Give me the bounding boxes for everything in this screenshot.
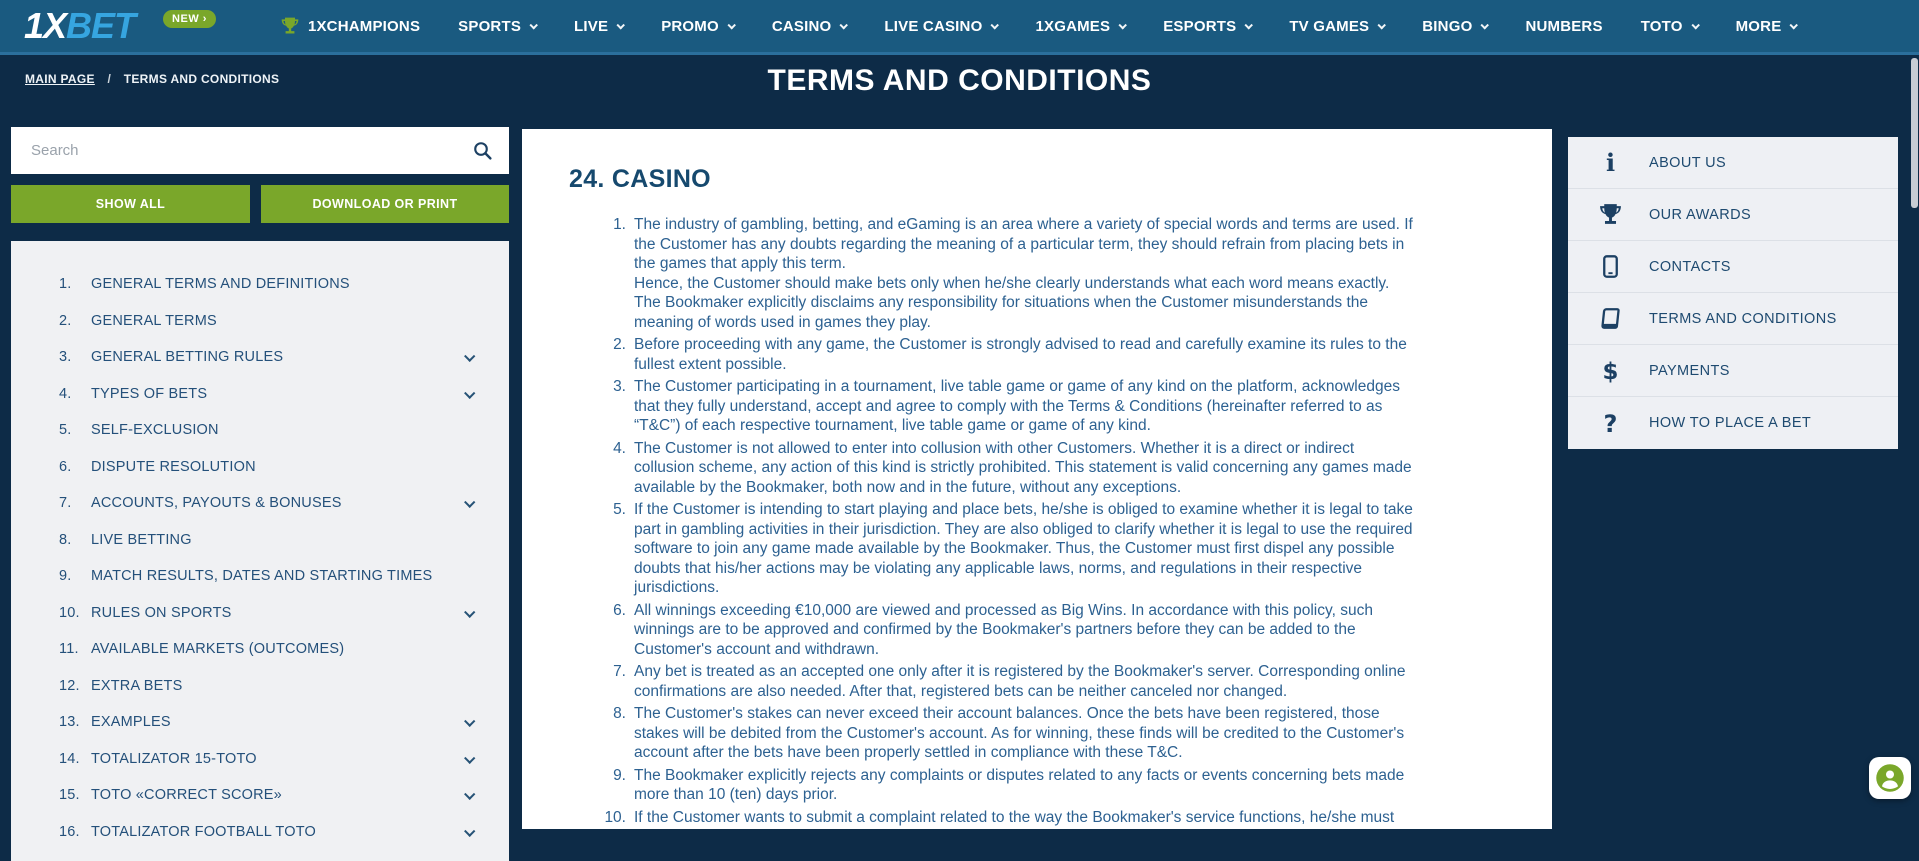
chevron-down-icon	[464, 716, 475, 727]
toc-item-number: 15.	[59, 787, 80, 804]
paragraph-text: The Bookmaker explicitly rejects any complaints or disputes related to any facts or events concerning bets made more than 10 (ten) days prior.	[634, 766, 1405, 803]
nav-item[interactable]	[661, 18, 734, 35]
menu-icon	[1598, 411, 1623, 436]
chevron-down-icon	[464, 606, 475, 617]
svg-text:i: i	[1605, 148, 1616, 177]
menu-icon	[1598, 150, 1623, 175]
menu-item-label: HOW TO PLACE A BET	[1649, 415, 1812, 431]
paragraph-number: 4.	[613, 439, 626, 457]
toc-item[interactable]	[59, 449, 473, 486]
chevron-down-icon	[464, 351, 475, 362]
nav-item-label: CASINO	[771, 17, 832, 35]
nav-item-label: BINGO	[1422, 17, 1473, 35]
nav-item-label: NUMBERS	[1525, 17, 1603, 35]
toc-item-label: RULES ON SPORTS	[91, 604, 232, 621]
nav-item-label: TOTO	[1640, 17, 1683, 35]
paragraph-number: 2.	[613, 336, 626, 353]
toc-item-label: EXAMPLES	[91, 714, 171, 731]
chevron-down-icon	[991, 21, 999, 29]
toc-item-number: 2.	[59, 312, 72, 329]
menu-item-label: OUR AWARDS	[1649, 206, 1752, 223]
paragraph-number: 10.	[604, 808, 626, 826]
chevron-down-icon	[727, 21, 735, 29]
chevron-down-icon	[1378, 21, 1386, 29]
nav-item-label: PROMO	[661, 17, 719, 35]
svg-text:$: $	[1602, 358, 1619, 385]
paragraph-number: 8.	[613, 705, 626, 722]
toc-item-number: 8.	[59, 531, 72, 548]
terms-content-panel	[522, 129, 1552, 829]
terms-paragraph	[613, 439, 1418, 498]
paragraph-number: 3.	[613, 378, 626, 395]
toc-item-label: LIVE BETTING	[91, 531, 192, 548]
info-menu-item[interactable]	[1568, 293, 1898, 345]
paragraph-text: The industry of gambling, betting, and eGaming is an area where a variety of special words and terms are used. If the Customer has any doubts regarding the meaning of a particular term, they should refrain from placing bets in the games that apply this term.	[634, 216, 1413, 272]
toc-item-number: 14.	[59, 750, 80, 767]
nav-item-label: MORE	[1735, 17, 1782, 35]
toc-item-number: 12.	[59, 677, 80, 694]
toc-item-label: TOTO «CORRECT SCORE»	[91, 787, 282, 804]
paragraph-text: The Customer participating in a tournament, live table game or game of any kind on the platform, acknowledges that they fully understand, accept and agree to comply with the Terms & Conditions (hereinafter referred to as “T&C”) of each respective tournament, live table game or game of any kind.	[634, 378, 1400, 434]
paragraph-text: If the Customer is intending to start playing and place bets, he/she is obliged to examine whether it is legal to take part in gambling activities in their jurisdiction. They are also obliged to clarify whether it is legal to use the required software to join any game made available by the Bookmaker. Thus, the Customer must first dispel any possible doubts that his/her actions may be violating any applicable laws, norms, and regulations in their respective jurisdictions.	[634, 501, 1413, 596]
nav-item[interactable]	[1289, 18, 1384, 35]
nav-item-label: TV GAMES	[1289, 17, 1370, 35]
info-menu-item[interactable]	[1568, 397, 1898, 449]
toc-item-label: TYPES OF BETS	[91, 385, 208, 402]
toc-item[interactable]	[59, 558, 473, 595]
toc-item-number: 10.	[59, 604, 80, 621]
menu-icon	[1598, 306, 1623, 331]
top-nav	[0, 0, 1919, 55]
show-all-button[interactable]: SHOW ALL	[11, 185, 250, 223]
nav-item[interactable]	[772, 18, 847, 35]
nav-item-label: SPORTS	[458, 17, 522, 35]
toc-item[interactable]	[59, 704, 473, 741]
nav-item-label: ESPORTS	[1163, 17, 1237, 35]
breadcrumb-main-page-link[interactable]: MAIN PAGE	[25, 72, 95, 86]
chevron-down-icon	[530, 21, 538, 29]
paragraph-number: 9.	[613, 766, 626, 784]
terms-paragraph	[613, 704, 1418, 763]
info-menu	[1568, 137, 1898, 449]
nav-item[interactable]	[574, 18, 623, 35]
search-input[interactable]	[11, 127, 509, 174]
terms-paragraph	[613, 377, 1418, 436]
paragraph-text-2: Hence, the Customer should make bets only when he/she clearly understands what each word means exactly. The Bookmaker explicitly disclaims any responsibility for situations when the Customer misunderstands the meaning of words used in games they play.	[634, 274, 1390, 331]
support-chat-button[interactable]	[1869, 757, 1911, 799]
toc-item[interactable]	[59, 814, 473, 851]
nav-item[interactable]	[1035, 18, 1125, 35]
terms-paragraph	[613, 662, 1418, 701]
toc-item-label: GENERAL TERMS AND DEFINITIONS	[91, 276, 350, 293]
menu-item-label: CONTACTS	[1649, 258, 1731, 275]
page-title: TERMS AND CONDITIONS	[767, 64, 1152, 97]
nav-item[interactable]	[884, 18, 997, 35]
chevron-down-icon	[1245, 21, 1253, 29]
toc-item[interactable]	[59, 631, 473, 668]
toc-item-number: 1.	[59, 276, 72, 293]
toc-item-label: DISPUTE RESOLUTION	[91, 458, 256, 475]
paragraph-text: The Customer is not allowed to enter into collusion with other Customers. Whether it is a direct or indirect collusion scheme, any action of this kind is strictly prohibited. This statement is valid concerning any games made available by the Bookmaker, both now and in the future, without any exceptions.	[634, 439, 1412, 496]
toc-item-number: 9.	[59, 568, 72, 585]
info-menu-item[interactable]	[1568, 189, 1898, 241]
toc-item-number: 7.	[59, 495, 72, 512]
brand-logo[interactable]	[24, 5, 135, 47]
chevron-down-icon	[1481, 21, 1489, 29]
nav-item[interactable]	[1163, 18, 1251, 35]
toc-item-label: TOTALIZATOR 15-TOTO	[91, 750, 257, 767]
info-menu-item[interactable]	[1568, 241, 1898, 293]
terms-paragraph	[604, 808, 1418, 828]
chevron-down-icon	[464, 825, 475, 836]
nav-item-label: 1XGAMES	[1035, 17, 1111, 35]
toc-item-label: MATCH RESULTS, DATES AND STARTING TIMES	[91, 568, 433, 585]
section-heading: 24. CASINO	[569, 165, 711, 193]
support-chat-icon	[1875, 763, 1905, 793]
chevron-down-icon	[840, 21, 848, 29]
toc-item[interactable]	[59, 485, 473, 522]
toc-item-number: 11.	[59, 641, 79, 658]
nav-item-label: 1XCHAMPIONS	[307, 17, 421, 35]
logo-part-1: 1X	[24, 5, 67, 46]
menu-icon	[1598, 202, 1623, 227]
terms-list	[604, 215, 1418, 827]
toc-item-label: AVAILABLE MARKETS (OUTCOMES)	[91, 641, 345, 658]
menu-item-label: ABOUT US	[1649, 154, 1727, 171]
nav-item[interactable]	[280, 16, 420, 36]
nav-item[interactable]	[1422, 18, 1487, 35]
toc-item[interactable]	[59, 412, 473, 449]
logo-part-2: BET	[66, 5, 136, 46]
paragraph-text: If the Customer wants to submit a complaint related to the way the Bookmaker's service functions, he/she must	[634, 808, 1395, 826]
chevron-down-icon	[464, 497, 475, 508]
chevron-down-icon	[1119, 21, 1127, 29]
search-icon[interactable]	[472, 140, 493, 161]
page-scrollbar-thumb[interactable]	[1911, 58, 1918, 208]
toc-item[interactable]	[59, 741, 473, 778]
toc-item-number: 3.	[59, 349, 72, 366]
toc-item[interactable]	[59, 339, 473, 376]
info-menu-item[interactable]	[1568, 345, 1898, 397]
svg-text:?: ?	[1603, 409, 1618, 438]
toc-item-number: 5.	[59, 422, 72, 439]
nav-item[interactable]	[458, 18, 536, 35]
toc-item[interactable]	[59, 522, 473, 559]
search-box	[11, 127, 509, 174]
toc-item-label: ACCOUNTS, PAYOUTS & BONUSES	[91, 495, 342, 512]
terms-paragraph	[613, 500, 1418, 598]
download-or-print-button[interactable]: DOWNLOAD OR PRINT	[261, 185, 509, 223]
toc-item-number: 6.	[59, 458, 72, 475]
nav-menu	[280, 16, 1796, 36]
menu-item-label: TERMS AND CONDITIONS	[1649, 310, 1837, 327]
toc-item[interactable]	[59, 303, 473, 340]
terms-paragraph	[613, 766, 1418, 805]
paragraph-text: The Customer's stakes can never exceed their account balances. Once the bets have been registered, those stakes will be debited from the Customer's account. As for winning, these finds will be credited to the Customer's account after the bets have been properly settled in compliance with these T&C.	[634, 705, 1405, 761]
toc-item-label: EXTRA BETS	[91, 677, 183, 694]
trophy-icon	[280, 16, 300, 36]
chevron-down-icon	[1691, 21, 1699, 29]
nav-item-label: LIVE	[574, 17, 609, 35]
paragraph-number: 5.	[613, 501, 626, 518]
chevron-down-icon	[617, 21, 625, 29]
toc-item-number: 16.	[59, 823, 80, 840]
menu-icon	[1598, 358, 1623, 383]
menu-icon	[1598, 254, 1623, 279]
paragraph-number: 6.	[613, 601, 626, 619]
info-menu-item[interactable]	[1568, 137, 1898, 189]
chevron-down-icon	[464, 752, 475, 763]
nav-item[interactable]	[1736, 18, 1797, 35]
toc-item-label: SELF-EXCLUSION	[91, 422, 219, 439]
chevron-down-icon	[464, 789, 475, 800]
nav-item-label: LIVE CASINO	[884, 17, 983, 35]
toc-item[interactable]	[59, 777, 473, 814]
toc-item-number: 13.	[59, 714, 80, 731]
toc-item-label: GENERAL TERMS	[91, 312, 217, 329]
chevron-down-icon	[1790, 21, 1798, 29]
menu-item-label: PAYMENTS	[1649, 362, 1730, 379]
terms-paragraph	[613, 601, 1418, 660]
toc-item-label: TOTALIZATOR FOOTBALL TOTO	[91, 823, 316, 840]
paragraph-text: All winnings exceeding €10,000 are viewed and processed as Big Wins. In accordance with this policy, such winnings are to be approved and confirmed by the Bookmaker's partners before they can be added to the Customer's account and withdrawn.	[634, 601, 1373, 658]
paragraph-number: 7.	[613, 663, 626, 680]
terms-paragraph	[613, 335, 1418, 374]
chevron-down-icon	[464, 387, 475, 398]
toc-item-number: 4.	[59, 385, 72, 402]
paragraph-number: 1.	[613, 216, 626, 233]
toc-item[interactable]	[59, 376, 473, 413]
new-badge[interactable]: NEW ›	[163, 10, 216, 28]
toc-item-label: GENERAL BETTING RULES	[91, 349, 284, 366]
toc-item[interactable]	[59, 266, 473, 303]
sidebar-buttons	[11, 185, 509, 223]
nav-item[interactable]	[1641, 18, 1698, 35]
nav-item[interactable]	[1525, 18, 1602, 35]
terms-table-of-contents	[11, 241, 509, 861]
paragraph-text: Before proceeding with any game, the Customer is strongly advised to read and carefully examine its rules to the fullest extent possible.	[634, 336, 1407, 373]
breadcrumb-separator: /	[107, 72, 112, 86]
breadcrumb-current: TERMS AND CONDITIONS	[123, 72, 280, 86]
toc-item[interactable]	[59, 595, 473, 632]
terms-paragraph	[613, 215, 1418, 332]
toc-item[interactable]	[59, 668, 473, 705]
paragraph-text: Any bet is treated as an accepted one only after it is registered by the Bookmaker's server. Corresponding online confirmations are also needed. After that, registered bets can be neither canceled nor changed.	[634, 663, 1406, 700]
